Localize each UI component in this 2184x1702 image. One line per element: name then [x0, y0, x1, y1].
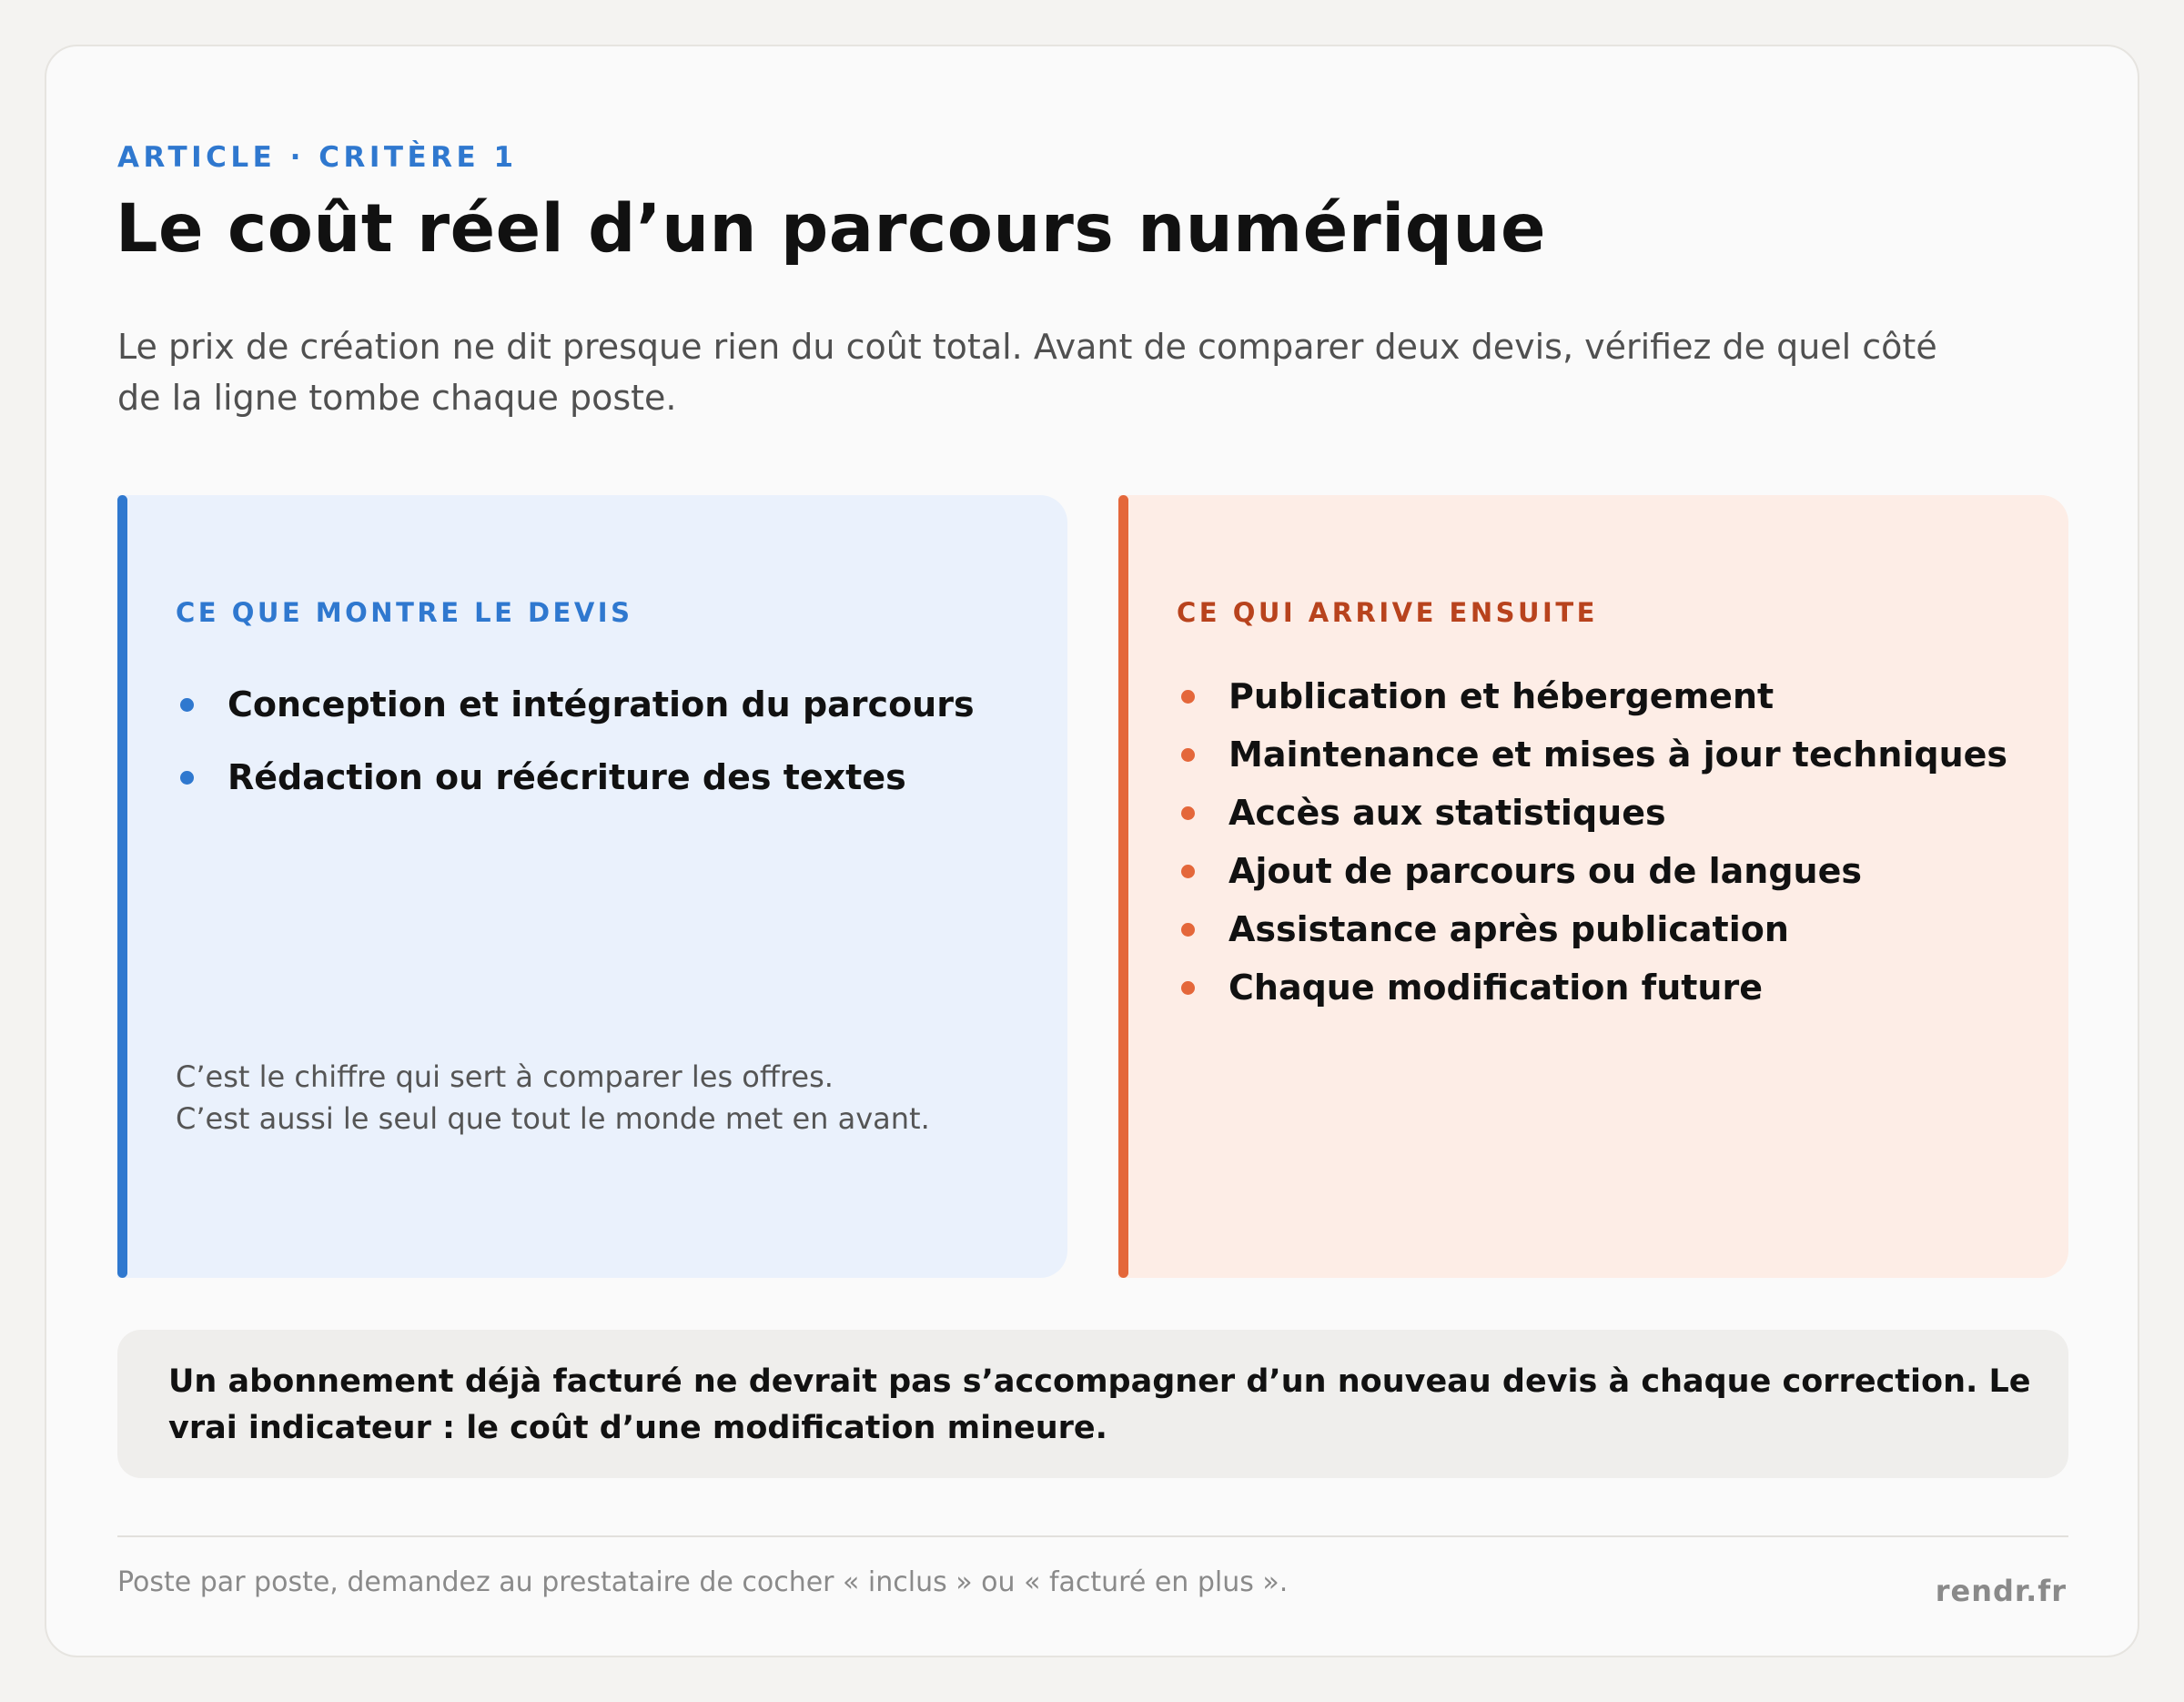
bullet-icon: [180, 771, 194, 785]
list-item: [1177, 958, 2007, 1017]
brand-logo-text: rendr.fr: [1935, 1574, 2067, 1608]
list-item: [176, 741, 975, 814]
list-item-label: Ajout de parcours ou de langues: [1228, 851, 1863, 891]
panel-accent-bar: [117, 495, 127, 1278]
list-item-label: Conception et intégration du parcours: [228, 684, 975, 724]
list-item: [176, 668, 975, 741]
list-item-label: Accès aux statistiques: [1228, 793, 1666, 833]
panel-note: [176, 1056, 930, 1140]
page-title: Le coût réel d’un parcours numérique: [116, 190, 1546, 268]
list-item-label: Rédaction ou réécriture des textes: [228, 757, 906, 797]
bullet-icon: [1181, 981, 1195, 995]
footer-note: Poste par poste, demandez au prestataire de cocher « inclus » ou « facturé en plus ».: [117, 1566, 1289, 1598]
panel-note-line: C’est aussi le seul que tout le monde met en avant.: [176, 1101, 930, 1136]
key-takeaway-callout: [117, 1330, 2068, 1478]
quote-items-list: [176, 668, 975, 814]
bullet-icon: [1181, 748, 1195, 762]
footer-divider: [117, 1535, 2068, 1537]
list-item: [1177, 784, 2007, 842]
after-items-list: [1177, 667, 2007, 1017]
bullet-icon: [1181, 690, 1195, 704]
intro-paragraph: Le prix de création ne dit presque rien du coût total. Avant de comparer deux devis, vérifiez de quel côté de la ligne tombe chaque poste.: [117, 327, 1937, 418]
bullet-icon: [1181, 806, 1195, 820]
bullet-icon: [1181, 923, 1195, 937]
list-item: [1177, 900, 2007, 958]
article-eyebrow: ARTICLE · CRITÈRE 1: [117, 141, 518, 174]
list-item: [1177, 725, 2007, 784]
panel-note-line: C’est le chiffre qui sert à comparer les offres.: [176, 1059, 834, 1094]
callout-text: Un abonnement déjà facturé ne devrait pas s’accompagner d’un nouveau devis à chaque correction. Le vrai indicateur : le coût d’une modification mineure.: [168, 1363, 2031, 1446]
list-item: [1177, 842, 2007, 900]
bullet-icon: [1181, 865, 1195, 878]
quote-shows-panel: [117, 495, 1067, 1278]
list-item: [1177, 667, 2007, 725]
panel-heading: CE QUE MONTRE LE DEVIS: [176, 597, 633, 628]
list-item-label: Assistance après publication: [1228, 909, 1789, 949]
list-item-label: Publication et hébergement: [1228, 676, 1774, 716]
after-costs-panel: [1118, 495, 2068, 1278]
panel-accent-bar: [1118, 495, 1128, 1278]
list-item-label: Chaque modification future: [1228, 968, 1763, 1008]
bullet-icon: [180, 698, 194, 712]
list-item-label: Maintenance et mises à jour techniques: [1228, 734, 2008, 775]
panel-heading: CE QUI ARRIVE ENSUITE: [1177, 597, 1598, 628]
article-card: [45, 45, 2139, 1657]
